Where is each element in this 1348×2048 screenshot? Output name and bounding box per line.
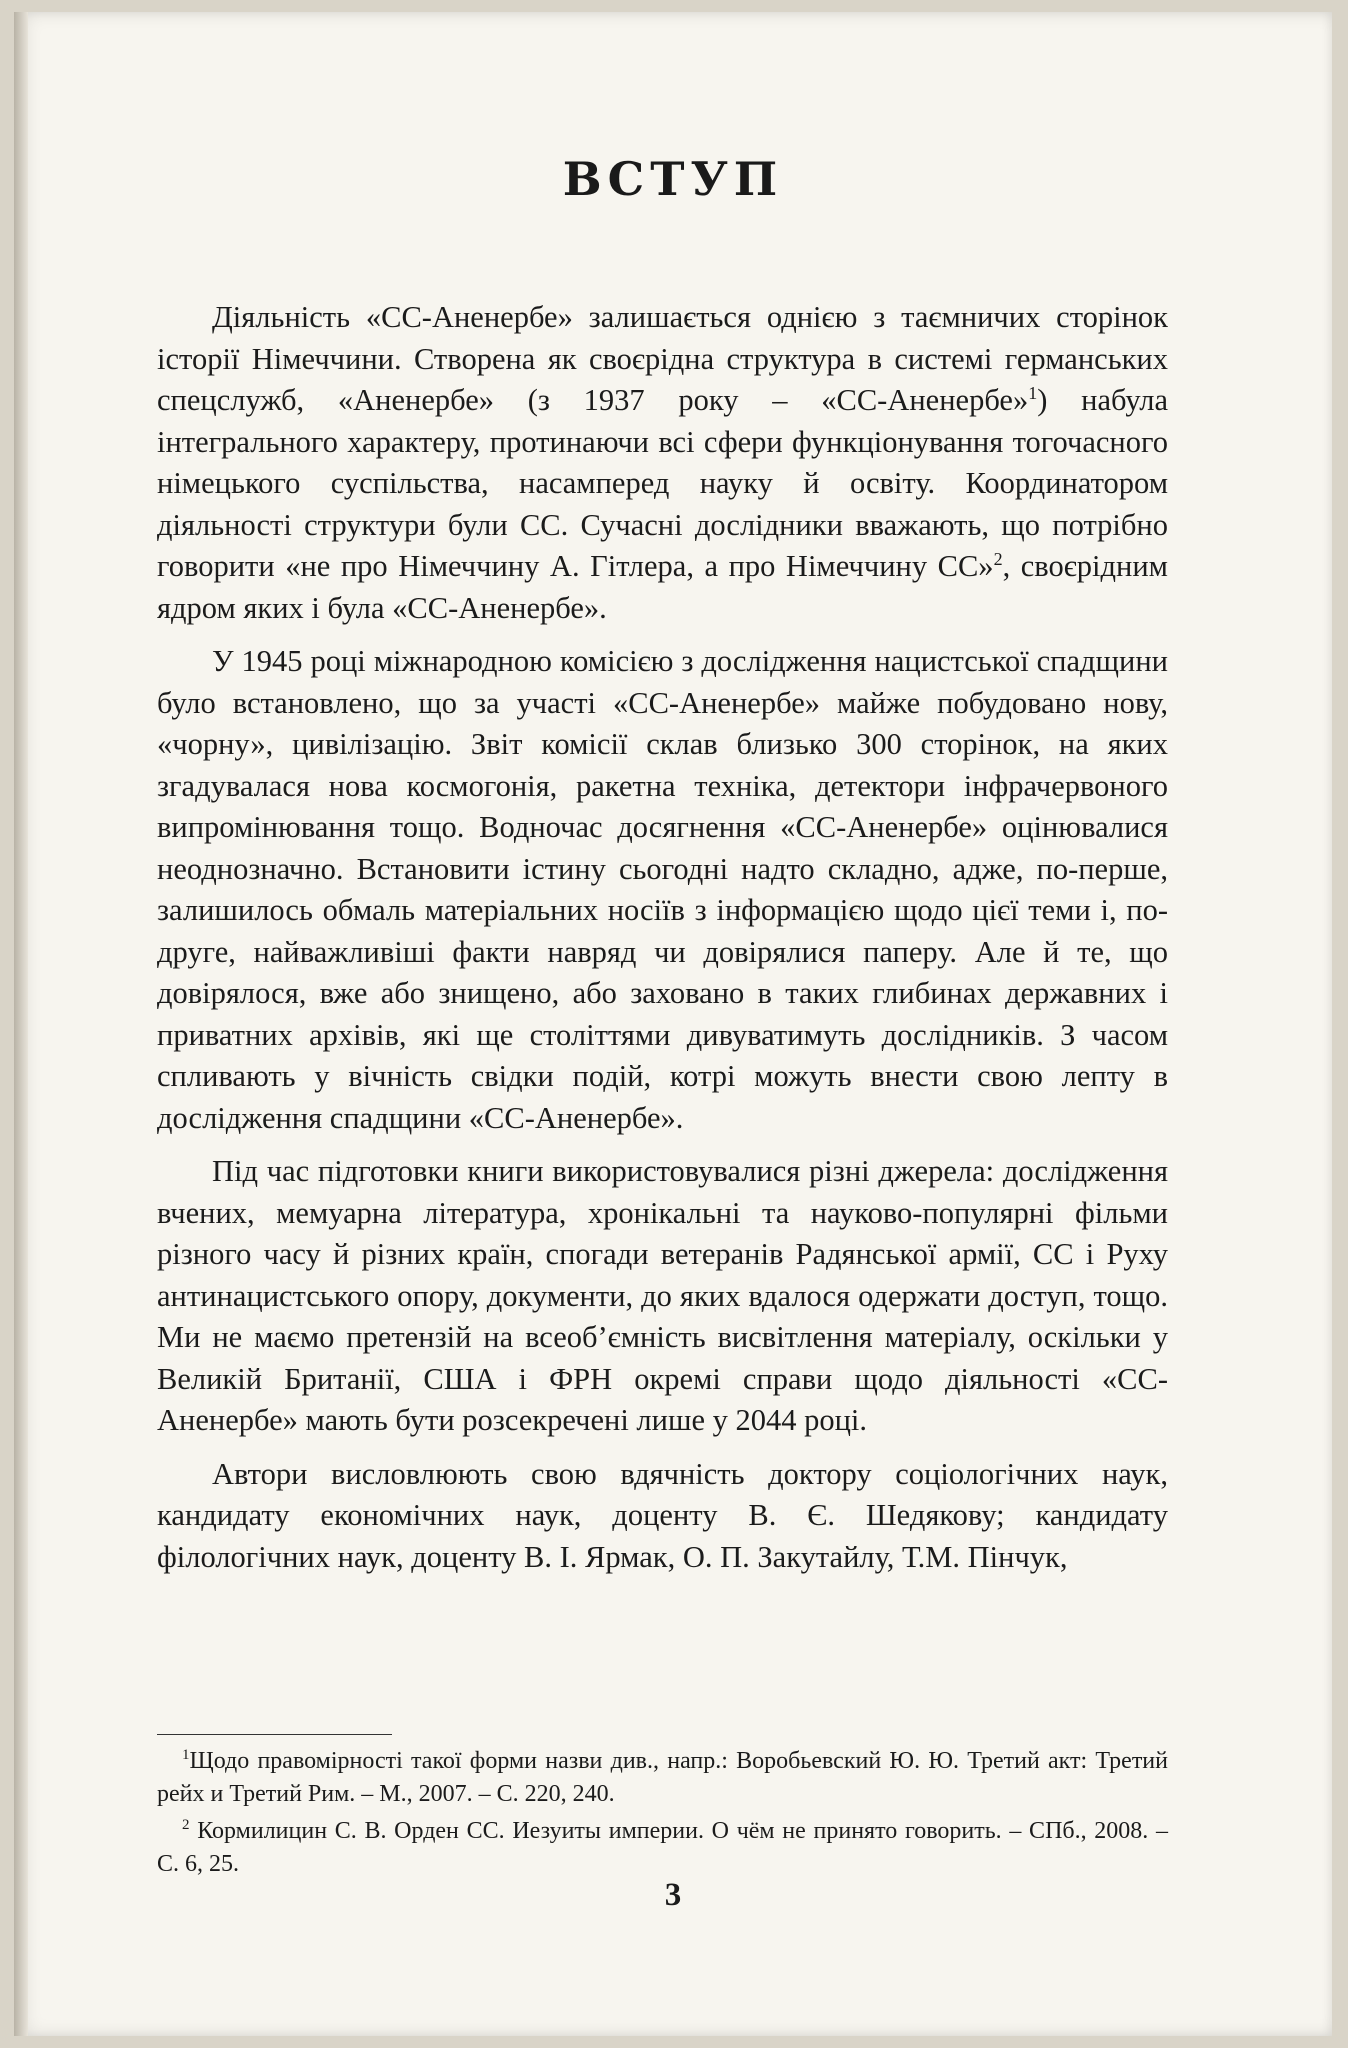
paragraph-4: Автори висловлюють свою вдячність доктору соціологічних наук, кандидату економічних наук, доценту В. Є. Шедякову; кандидату філологічних наук, доценту В. І. Ярмак, О. П. Закутайлу, Т.М. Пінчук, [157, 1456, 1168, 1574]
paragraph-1-part-3: , своєрідним ядром яких і була «СС-Аненербе». [157, 549, 1168, 625]
paragraph-2: У 1945 році міжнародною комісією з дослідження нацистської спадщини було встановлено, що за участі «СС-Аненербе» майже побудовано нову, «чорну», цивілізацію. Звіт комісії склав близько 300 сторінок, на яких згадувалася нова космогонія, ракетна техніка, детектори інфрачервоного випромінювання тощо. Водночас досягнення «СС-Аненербе» оцінювалися неоднозначно. Встановити істину сьогодні надто складно, адже, по-перше, залишилось обмаль матеріальних носіїв з інформацією щодо цієї теми і, по-друге, найважливіші факти навряд чи довірялися паперу. Але й те, що довірялося, вже або знищено, або заховано в таких глибинах державних і приватних архівів, які ще століттями дивуватимуть дослідників. З часом спливають у вічність свідки подій, котрі можуть внести свою лепту в дослідження спадщини «СС-Аненербе». [157, 644, 1168, 1135]
footnote-1 [157, 1745, 1168, 1811]
body-text [157, 297, 1168, 1590]
footnote-mark-2: 2 [182, 1817, 190, 1833]
footnote-1-text: Щодо правомірності такої форми назви див., напр.: Воробьевский Ю. Ю. Третий акт: Третий рейх и Третий Рим. – М., 2007. – С. 220, 240. [157, 1748, 1168, 1807]
footnote-2-text: Кормилицин С. В. Орден СС. Иезуиты империи. О чём не принято говорить. – СПб., 2008. – С. 6, 25. [157, 1818, 1169, 1877]
chapter-title: ВСТУП [562, 152, 784, 206]
paragraph-1 [157, 297, 1168, 629]
footnote-divider [157, 1734, 392, 1735]
footnotes [157, 1745, 1168, 1885]
paragraph-3: Під час підготовки книги використовувалися різні джерела: дослідження вчених, мемуарна література, хронікальні та науково-популярні фільми різного часу й різних країн, спогади ветеранів Радянської армії, СС і Руху антинацистського опору, документи, до яких вдалося одержати доступ, тощо. Ми не маємо претензій на всеоб’ємність висвітлення матеріалу, оскільки у Великій Британії, США і ФРН окремі справи щодо діяльності «СС-Аненербе» мають бути розсекречені лише у 2044 році. [157, 1154, 1168, 1437]
book-page [14, 12, 1332, 2036]
paragraph-1-part-1: Діяльність «СС-Аненербе» залишається однією з таємничих сторінок історії Німеччини. Створена як своєрідна структура в системі германських спецслужб, «Аненербе» (з 1937 року – «СС-Аненербе» [157, 300, 1168, 417]
footnote-ref-2: 2 [993, 548, 1003, 569]
paragraph-1-part-2: ) набула інтегрального характеру, протинаючи всі сфери функціонування тогочасного німецького суспільства, насамперед науку й освіту. Координатором діяльності структури були СС. Сучасні дослідники вважають, що потрібно говорити «не про Німеччину А. Гітлера, а про Німеччину СС» [157, 383, 1168, 583]
footnote-2 [157, 1815, 1168, 1881]
footnote-mark-1: 1 [182, 1747, 190, 1763]
footnote-ref-1: 1 [1028, 382, 1038, 403]
page-spine-shadow [14, 12, 28, 2036]
page-number: 3 [664, 1877, 682, 1913]
